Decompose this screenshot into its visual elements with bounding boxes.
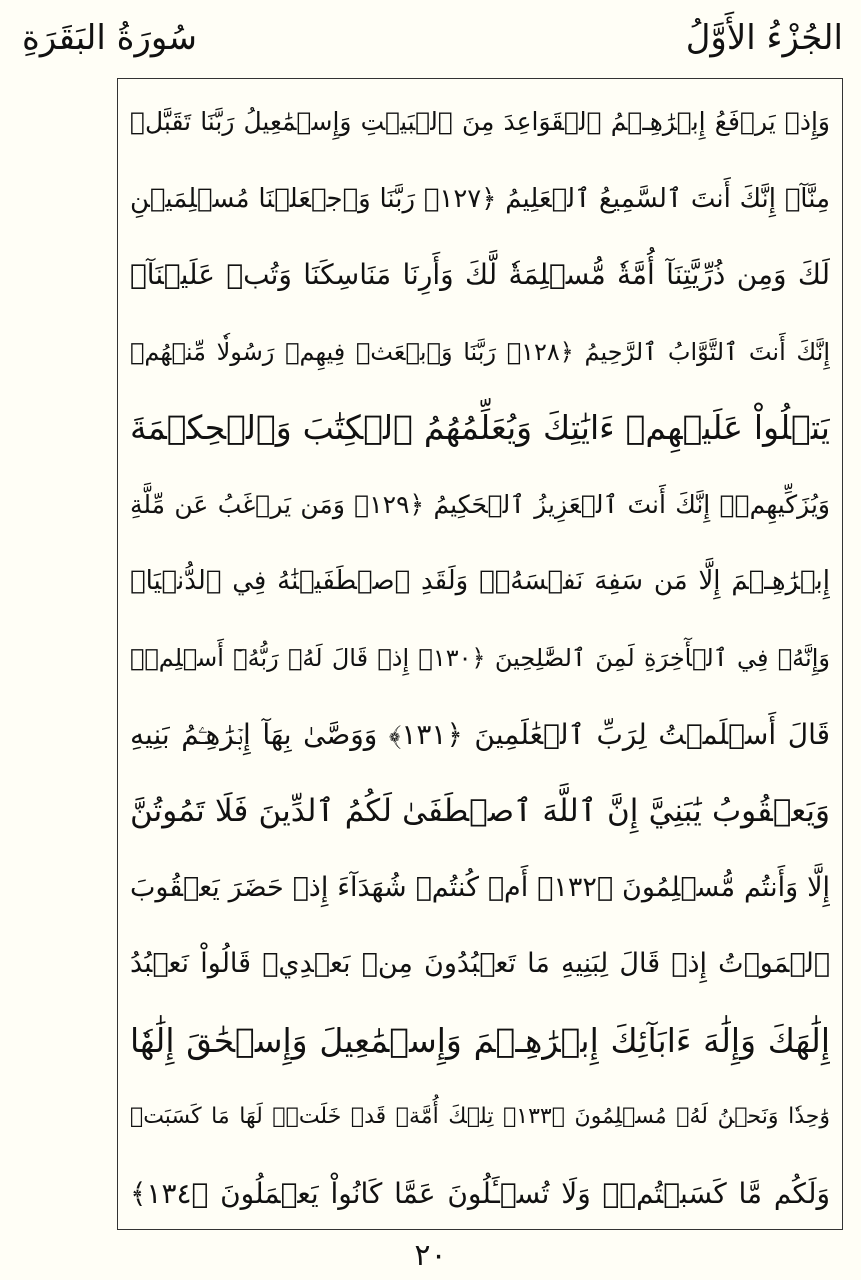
text-line-5: يَتۡلُواْ عَلَيۡهِمۡ ءَايَٰتِكَ وَيُعَلِّمُهُمُ ٱلۡكِتَٰبَ وَٱلۡحِكۡمَةَ [130,408,830,448]
text-line-9: قَالَ أَسۡلَمۡتُ لِرَبِّ ٱلۡعَٰلَمِينَ ﴿١٣١﴾ وَوَصَّىٰ بِهَآ إِبۡرَٰهِـۧمُ بَنِيهِ [130,717,830,751]
text-line-10: وَيَعۡقُوبُ يَٰبَنِيَّ إِنَّ ٱللَّهَ ٱصۡطَفَىٰ لَكُمُ ٱلدِّينَ فَلَا تَمُوتُنَّ [130,793,830,830]
text-line-13: إِلَٰهَكَ وَإِلَٰهَ ءَابَآئِكَ إِبۡرَٰهِـۧمَ وَإِسۡمَٰعِيلَ وَإِسۡحَٰقَ إِلَٰهٗا [130,1020,830,1060]
text-line-12: ٱلۡمَوۡتُ إِذۡ قَالَ لِبَنِيهِ مَا تَعۡبُدُونَ مِنۢ بَعۡدِيۖ قَالُواْ نَعۡبُدُ [130,948,830,980]
quran-text-block [130,88,830,1228]
page-number: ٢٠ [414,1238,447,1273]
page-header [22,8,843,68]
surah-title: سُورَةُ البَقَرَةِ [22,18,197,58]
text-line-1: وَإِذۡ يَرۡفَعُ إِبۡرَٰهِـۧمُ ٱلۡقَوَاعِدَ مِنَ ٱلۡبَيۡتِ وَإِسۡمَٰعِيلُ رَبَّنَا تَقَبَّلۡ [130,107,830,136]
text-line-11: إِلَّا وَأَنتُم مُّسۡلِمُونَ ﴿١٣٢﴾ أَمۡ كُنتُمۡ شُهَدَآءَ إِذۡ حَضَرَ يَعۡقُوبَ [130,871,830,903]
text-line-7: إِبۡرَٰهِـۧمَ إِلَّا مَن سَفِهَ نَفۡسَهُۥۚ وَلَقَدِ ٱصۡطَفَيۡنَٰهُ فِي ٱلدُّنۡيَاۖ [130,566,830,597]
text-line-14: وَٰحِدٗا وَنَحۡنُ لَهُۥ مُسۡلِمُونَ ﴿١٣٣﴾ تِلۡكَ أُمَّةٞ قَدۡ خَلَتۡۖ لَهَا مَا كَسَبَتۡ [130,1104,830,1130]
text-line-8: وَإِنَّهُۥ فِي ٱلۡأٓخِرَةِ لَمِنَ ٱلصَّٰلِحِينَ ﴿١٣٠﴾ إِذۡ قَالَ لَهُۥ رَبُّهُۥٓ أَسۡلِمۡۖ [130,643,830,672]
text-line-3: لَكَ وَمِن ذُرِّيَّتِنَآ أُمَّةٗ مُّسۡلِمَةٗ لَّكَ وَأَرِنَا مَنَاسِكَنَا وَتُبۡ عَلَيۡنَآۖ [130,258,830,292]
text-line-15: وَلَكُم مَّا كَسَبۡتُمۡۖ وَلَا تُسۡـَٔلُونَ عَمَّا كَانُواْ يَعۡمَلُونَ ﴿١٣٤﴾ [130,1176,830,1210]
text-line-6: وَيُزَكِّيهِمۡۖ إِنَّكَ أَنتَ ٱلۡعَزِيزُ ٱلۡحَكِيمُ ﴿١٢٩﴾ وَمَن يَرۡغَبُ عَن مِّلَّةِ [130,489,830,519]
text-line-2: مِنَّآۖ إِنَّكَ أَنتَ ٱلسَّمِيعُ ٱلۡعَلِيمُ ﴿١٢٧﴾ رَبَّنَا وَٱجۡعَلۡنَا مُسۡلِمَيۡنِ [130,183,830,214]
juz-title: الجُزْءُ الأَوَّلُ [685,18,843,58]
text-line-4: إِنَّكَ أَنتَ ٱلتَّوَّابُ ٱلرَّحِيمُ ﴿١٢٨﴾ رَبَّنَا وَٱبۡعَثۡ فِيهِمۡ رَسُولٗا مِّنۡهُمۡ [130,337,830,366]
